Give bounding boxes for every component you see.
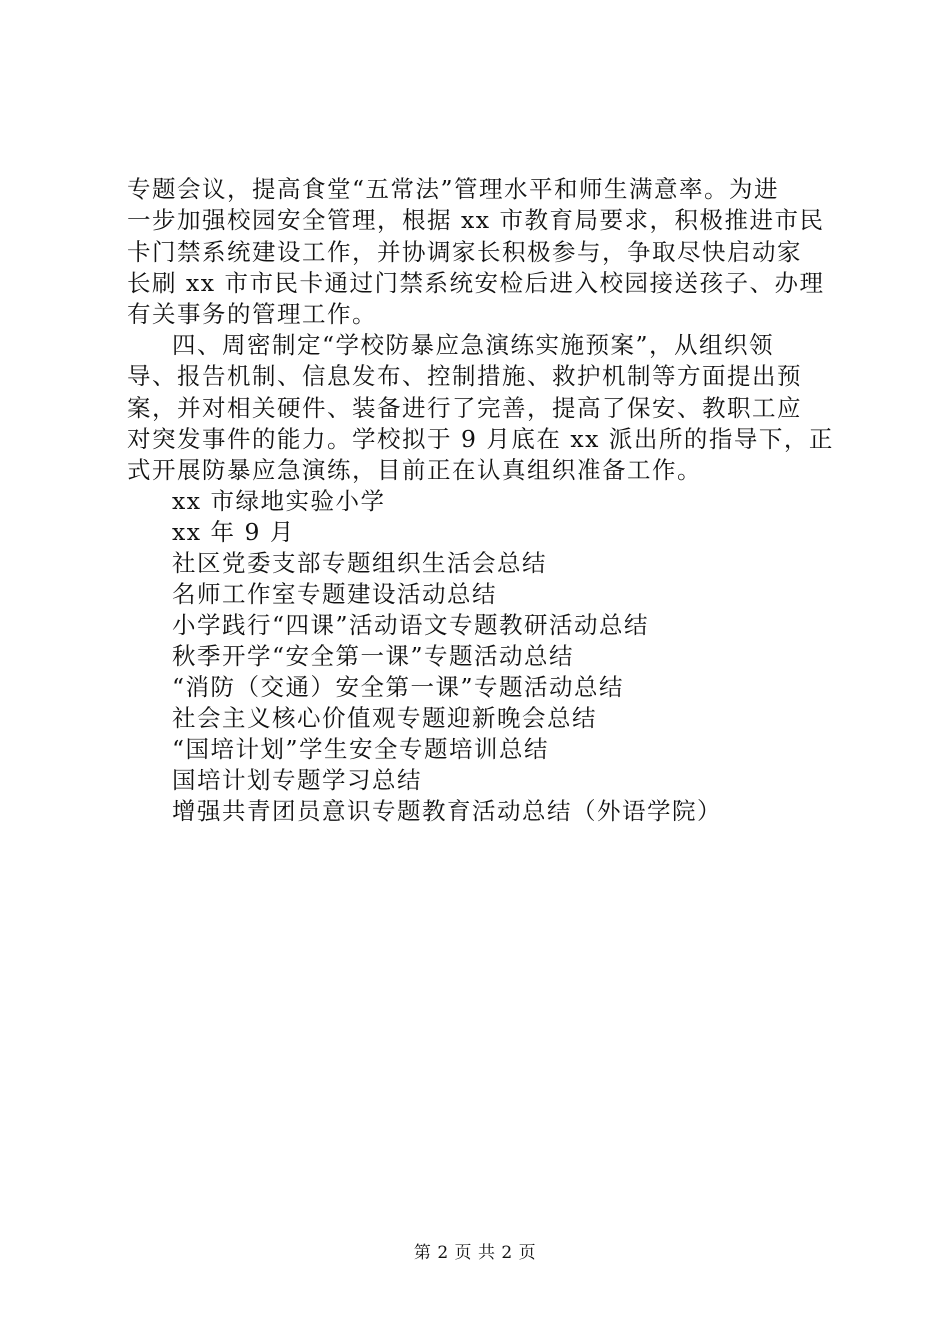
related-title[interactable]: 社会主义核心价值观专题迎新晚会总结 — [172, 704, 597, 732]
related-title[interactable]: 秋季开学“安全第一课”专题活动总结 — [172, 642, 575, 670]
date: xx 年 9 月 — [172, 518, 295, 546]
page-indicator: 第 2 页 共 2 页 — [413, 1243, 537, 1263]
paragraph-1-line-4: 长刷 xx 市市民卡通过门禁系统安检后进入校园接送孩子、办理 — [127, 269, 825, 297]
paragraph-2-line-2: 导、报告机制、信息发布、控制措施、救护机制等方面提出预 — [127, 362, 802, 390]
paragraph-2-line-4: 对突发事件的能力。学校拟于 9 月底在 xx 派出所的指导下，正 — [127, 425, 834, 453]
related-title[interactable]: “消防（交通）安全第一课”专题活动总结 — [172, 673, 625, 701]
related-title[interactable]: 名师工作室专题建设活动总结 — [172, 580, 497, 608]
paragraph-2-line-3: 案，并对相关硬件、装备进行了完善，提高了保安、教职工应 — [127, 394, 802, 422]
related-title[interactable]: “国培计划”学生安全专题培训总结 — [172, 735, 550, 763]
paragraph-1-line-5: 有关事务的管理工作。 — [127, 300, 377, 328]
related-title[interactable]: 小学践行“四课”活动语文专题教研活动总结 — [172, 611, 650, 639]
related-title[interactable]: 社区党委支部专题组织生活会总结 — [172, 549, 547, 577]
signature: xx 市绿地实验小学 — [172, 487, 386, 515]
paragraph-1-line-3: 卡门禁系统建设工作，并协调家长积极参与，争取尽快启动家 — [127, 238, 802, 266]
related-title[interactable]: 国培计划专题学习总结 — [172, 766, 422, 794]
paragraph-2-line-5: 式开展防暴应急演练，目前正在认真组织准备工作。 — [127, 456, 702, 484]
paragraph-2-line-1: 四、周密制定“学校防暴应急演练实施预案”，从组织领 — [172, 331, 775, 359]
paragraph-1-line-1: 专题会议，提高食堂“五常法”管理水平和师生满意率。为进 — [127, 175, 780, 203]
paragraph-1-line-2: 一步加强校园安全管理，根据 xx 市教育局要求，积极推进市民 — [127, 206, 825, 234]
related-title[interactable]: 增强共青团员意识专题教育活动总结（外语学院） — [172, 797, 722, 825]
